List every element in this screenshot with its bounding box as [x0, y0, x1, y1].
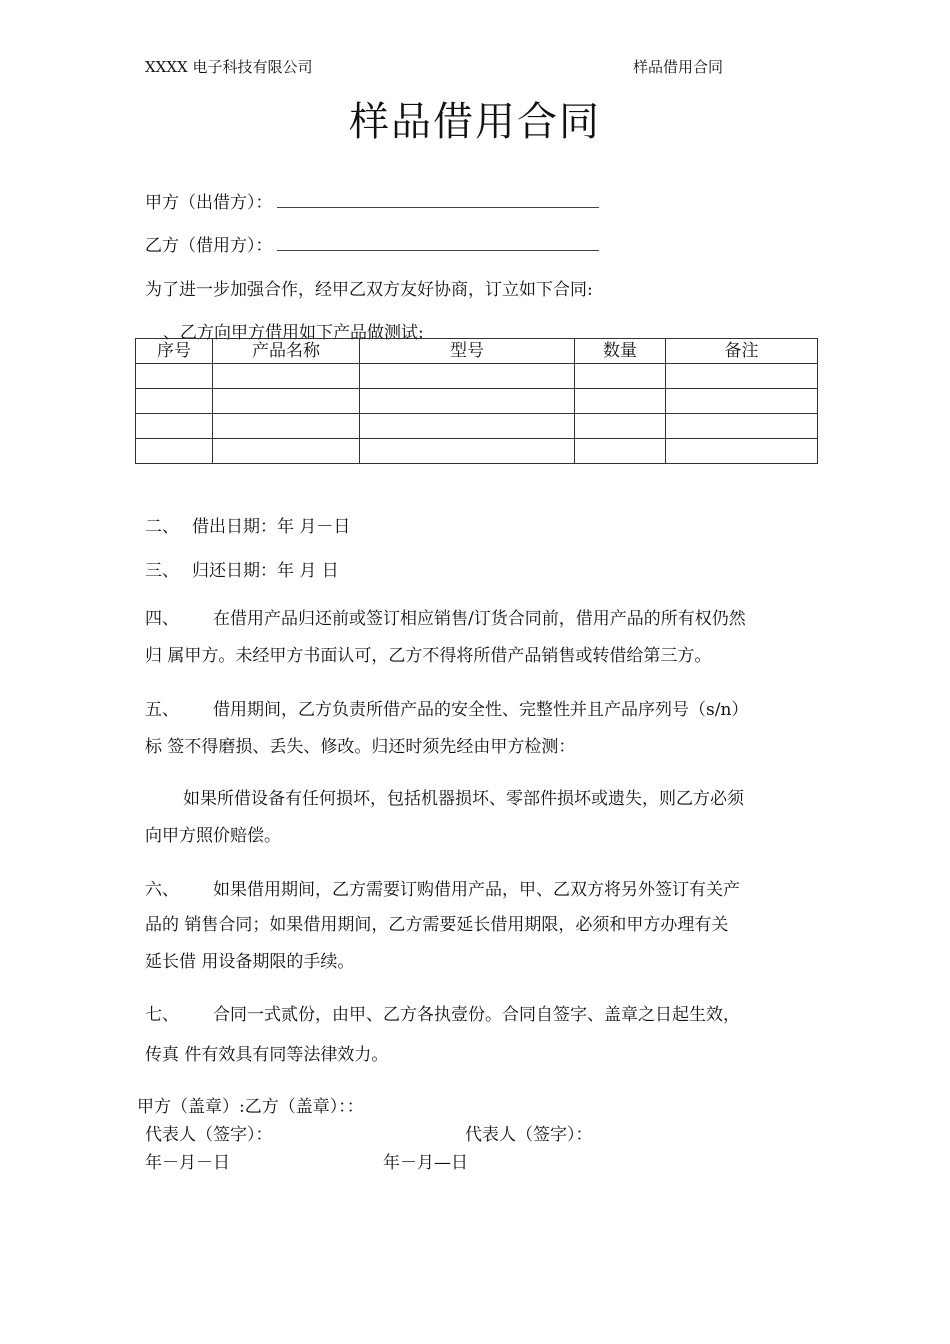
- clause-7-line-2: 传真 件有效具有同等法律效力。: [145, 1045, 389, 1065]
- table-cell: [666, 364, 818, 389]
- clause-5-line-1: 借用期间，乙方负责所借产品的安全性、完整性并且产品序列号（s/n）: [213, 700, 749, 720]
- table-row: [136, 389, 818, 414]
- table-cell: [136, 414, 213, 439]
- header-doc-name: 样品借用合同: [633, 58, 724, 76]
- date-b: 年－月—日: [383, 1153, 468, 1173]
- product-table: [135, 338, 818, 464]
- table-cell: [213, 389, 360, 414]
- party-b-blank: [277, 236, 599, 251]
- clause-6-line-3: 延长借 用设备期限的手续。: [145, 952, 355, 972]
- clause-5b-line-1: 如果所借设备有任何损坏，包括机器损坏、零部件损坏或遗失，则乙方必须: [183, 789, 744, 809]
- clause-6-line-2: 品的 销售合同；如果借用期间，乙方需要延长借用期限，必须和甲方办理有关: [145, 915, 729, 935]
- section-1-text: 、乙方向甲方借用如下产品做测试:: [163, 323, 424, 343]
- table-header-row: [136, 339, 818, 364]
- table-cell: [360, 439, 575, 464]
- clause-4-number: 四、: [145, 609, 179, 629]
- representative-a: 代表人（签字）：: [145, 1125, 273, 1145]
- clause-7-number: 七、: [145, 1005, 179, 1025]
- table-cell: [136, 364, 213, 389]
- table-cell: [360, 364, 575, 389]
- table-row: [136, 414, 818, 439]
- table-cell: [213, 439, 360, 464]
- clause-5-line-2: 标 签不得磨损、丢失、修改。归还时须先经由甲方检测：: [145, 737, 576, 757]
- table-cell: [360, 389, 575, 414]
- seal-line: 甲方（盖章）:乙方（盖章）：：: [137, 1097, 364, 1117]
- table-row: [136, 364, 818, 389]
- table-cell: [136, 389, 213, 414]
- table-cell: [575, 439, 666, 464]
- clause-5b-line-2: 向甲方照价赔偿。: [145, 826, 281, 846]
- intro-text: 为了进一步加强合作，经甲乙双方友好协商，订立如下合同:: [145, 280, 593, 300]
- clause-4-line-2: 归 属甲方。未经甲方书面认可，乙方不得将所借产品销售或转借给第三方。: [145, 646, 712, 666]
- col-header-index: 序号: [136, 339, 213, 364]
- clause-5-number: 五、: [145, 700, 179, 720]
- representative-b: 代表人（签字）：: [465, 1125, 593, 1145]
- table-cell: [575, 414, 666, 439]
- table-cell: [666, 439, 818, 464]
- table-cell: [213, 364, 360, 389]
- clause-6-line-1: 如果借用期间，乙方需要订购借用产品，甲、乙双方将另外签订有关产: [213, 880, 740, 900]
- party-b-label: 乙方（借用方）：: [145, 236, 273, 256]
- table-cell: [666, 414, 818, 439]
- clause-7-line-1: 合同一式贰份，由甲、乙方各执壹份。合同自签字、盖章之日起生效，: [213, 1005, 740, 1025]
- col-header-remarks: 备注: [666, 339, 818, 364]
- party-a-blank: [277, 193, 599, 208]
- party-a-label: 甲方（出借方）：: [145, 193, 273, 213]
- table-cell: [136, 439, 213, 464]
- clause-2-number: 二、: [145, 517, 179, 537]
- col-header-quantity: 数量: [575, 339, 666, 364]
- table-cell: [575, 389, 666, 414]
- table-cell: [666, 389, 818, 414]
- party-b-line: [145, 231, 599, 256]
- table-cell: [213, 414, 360, 439]
- page-title: 样品借用合同: [349, 99, 601, 145]
- table-row: [136, 439, 818, 464]
- clause-6-number: 六、: [145, 880, 179, 900]
- col-header-model: 型号: [360, 339, 575, 364]
- table-cell: [360, 414, 575, 439]
- clause-3-text: 归还日期：年 月 日: [192, 561, 339, 581]
- header-company: XXXX 电子科技有限公司: [145, 58, 313, 76]
- table-cell: [575, 364, 666, 389]
- clause-2-text: 借出日期：年 月－日: [192, 517, 351, 537]
- col-header-product-name: 产品名称: [213, 339, 360, 364]
- clause-4-line-1: 在借用产品归还前或签订相应销售/订货合同前，借用产品的所有权仍然: [213, 609, 746, 629]
- clause-3-number: 三、: [145, 561, 179, 581]
- date-a: 年－月－日: [145, 1153, 230, 1173]
- party-a-line: [145, 188, 599, 213]
